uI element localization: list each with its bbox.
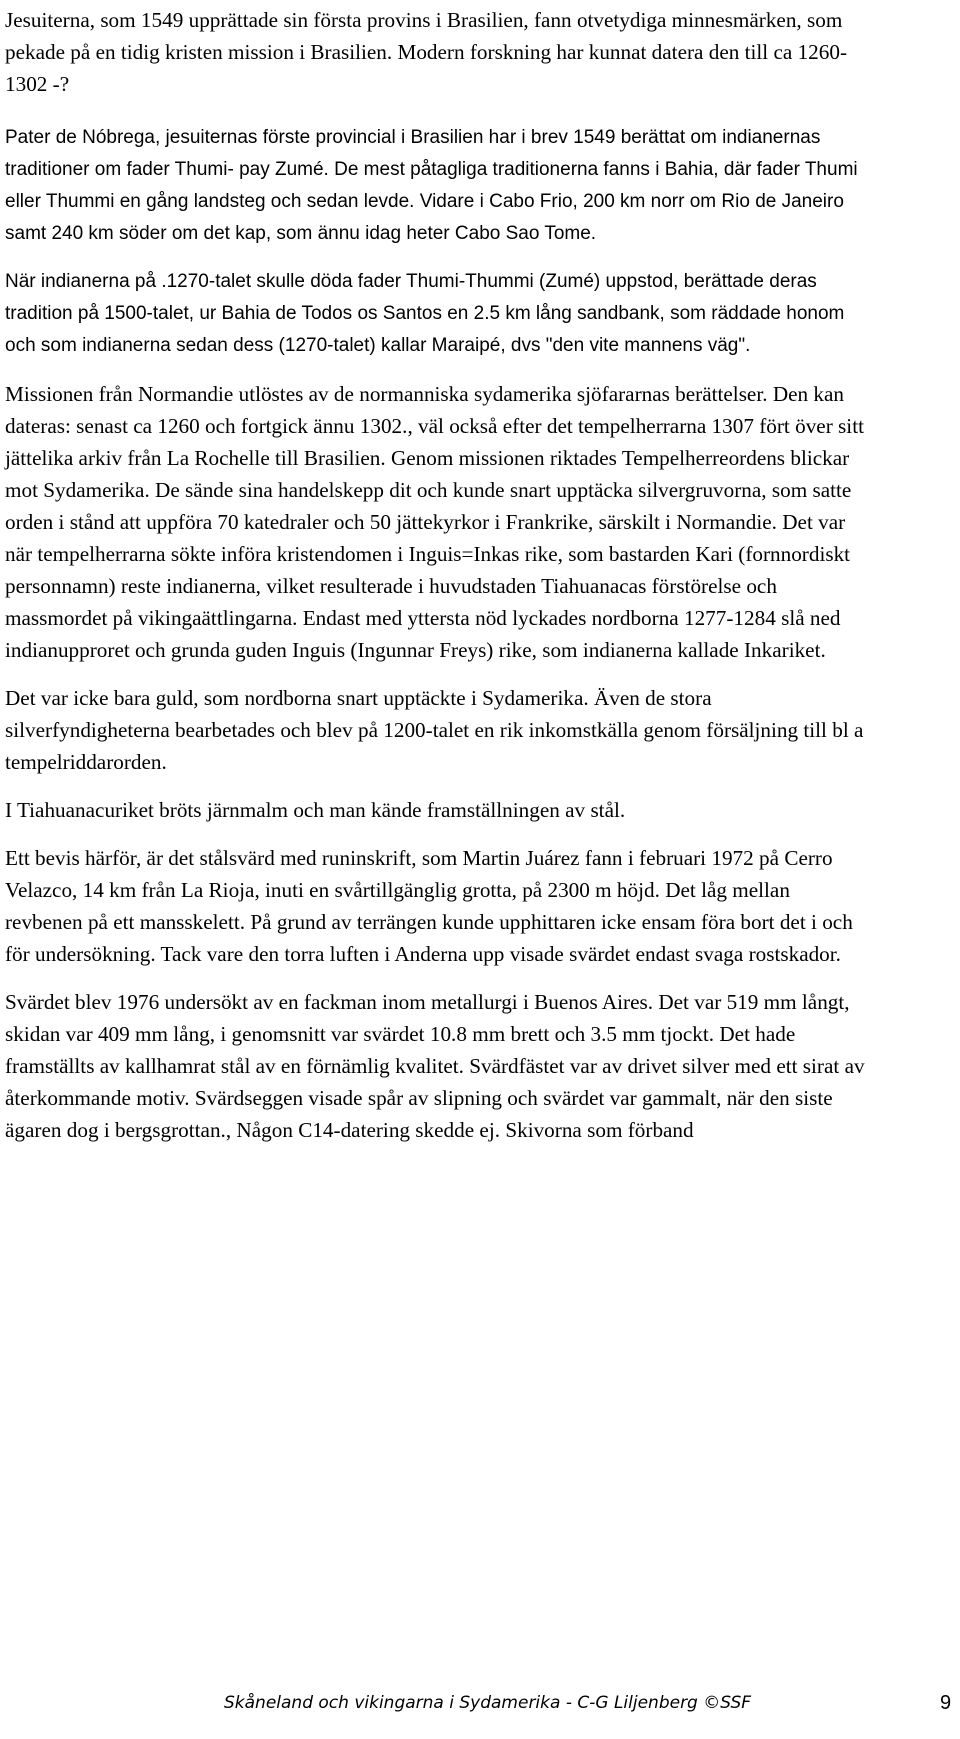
document-body (5, 4, 867, 1146)
page-number: 9 (940, 1692, 952, 1714)
paragraph-normandy-mission: Missionen från Normandie utlöstes av de normanniska sydamerika sjöfararnas berättelser. Den kan dateras: senast ca 1260 och fortgick ännu 1302., väl också efter det tempelherrarna 1307 fört över sitt jättelika arkiv från La Rochelle till Brasilien. Genom missionen riktades Tempelherreordens blickar mot Sydamerika. De sände sina handelskepp dit och kunde snart upptäcka silvergruvorna, som satte orden i stånd att uppföra 70 katedraler och 50 jättekyrkor i Frankrike, särskilt i Normandie. Det var när tempelherrarna sökte införa kristendomen i Inguis=Inkas rike, som bastarden Kari (fornnordiskt personnamn) reste indianerna, vilket resulterade i huvudstaden Tiahuanacas förstörelse och massmordet på vikingaättlingarna. Endast med yttersta nöd lyckades nordborna 1277-1284 slå ned indianupproret och grunda guden Inguis (Ingunnar Freys) rike, som indianerna kallade Inkariket. (5, 382, 864, 662)
paragraph-sword-find: Ett bevis härför, är det stålsvärd med runinskrift, som Martin Juárez fann i februari 1972 på Cerro Velazco, 14 km från La Rioja, inuti en svårtillgänglig grotta, på 2300 m höjd. Det låg mellan revbenen på ett mansskelett. På grund av terrängen kunde upphittaren icke ensam föra bort det i och för undersökning. Tack vare den torra luften i Anderna upp visade svärdet endast svaga rostskador. (5, 846, 853, 966)
paragraph-sword-analysis: Svärdet blev 1976 undersökt av en fackman inom metallurgi i Buenos Aires. Det var 519 mm långt, skidan var 409 mm lång, i genomsnitt var svärdet 10.8 mm brett och 3.5 mm tjockt. Det hade framställts av kallhamrat stål av en förnämlig kvalitet. Svärdfästet var av drivet silver med ett sirat av återkommande motiv. Svärdseggen visade spår av slipning och svärdet var gammalt, när den siste ägaren dog i bergsgrottan., Någon C14-datering skedde ej. Skivorna som förband (5, 990, 865, 1142)
paragraph-nobrega: Pater de Nóbrega, jesuiternas förste provincial i Brasilien har i brev 1549 berättat om indianernas traditioner om fader Thumi- pay Zumé. De mest påtagliga traditionerna fanns i Bahia, där fader Thumi eller Thummi en gång landsteg och sedan levde. Vidare i Cabo Frio, 200 km norr om Rio de Janeiro samt 240 km söder om det kap, som ännu idag heter Cabo Sao Tome. (5, 127, 858, 244)
paragraph-maraipe: När indianerna på .1270-talet skulle döda fader Thumi-Thummi (Zumé) uppstod, berättade deras tradition på 1500-talet, ur Bahia de Todos os Santos en 2.5 km lång sandbank, som räddade honom och som indianerna sedan dess (1270-talet) kallar Maraipé, dvs "den vite mannens väg". (5, 271, 845, 356)
paragraph-silver: Det var icke bara guld, som nordborna snart upptäckte i Sydamerika. Även de stora silverfyndigheterna bearbetades och blev på 1200-talet en rik inkomstkälla genom försäljning till bl a tempelriddarorden. (5, 686, 864, 774)
paragraph-iron: I Tiahuanacuriket bröts järnmalm och man kände framställningen av stål. (5, 798, 626, 822)
footer-title: Skåneland och vikingarna i Sydamerika - C-G Liljenberg ©SSF (224, 1693, 752, 1713)
page-footer (0, 1690, 960, 1720)
paragraph-jesuits: Jesuiterna, som 1549 upprättade sin första provins i Brasilien, fann otvetydiga minnesmärken, som pekade på en tidig kristen mission i Brasilien. Modern forskning har kunnat datera den till ca 1260-1302 -? (5, 8, 847, 96)
